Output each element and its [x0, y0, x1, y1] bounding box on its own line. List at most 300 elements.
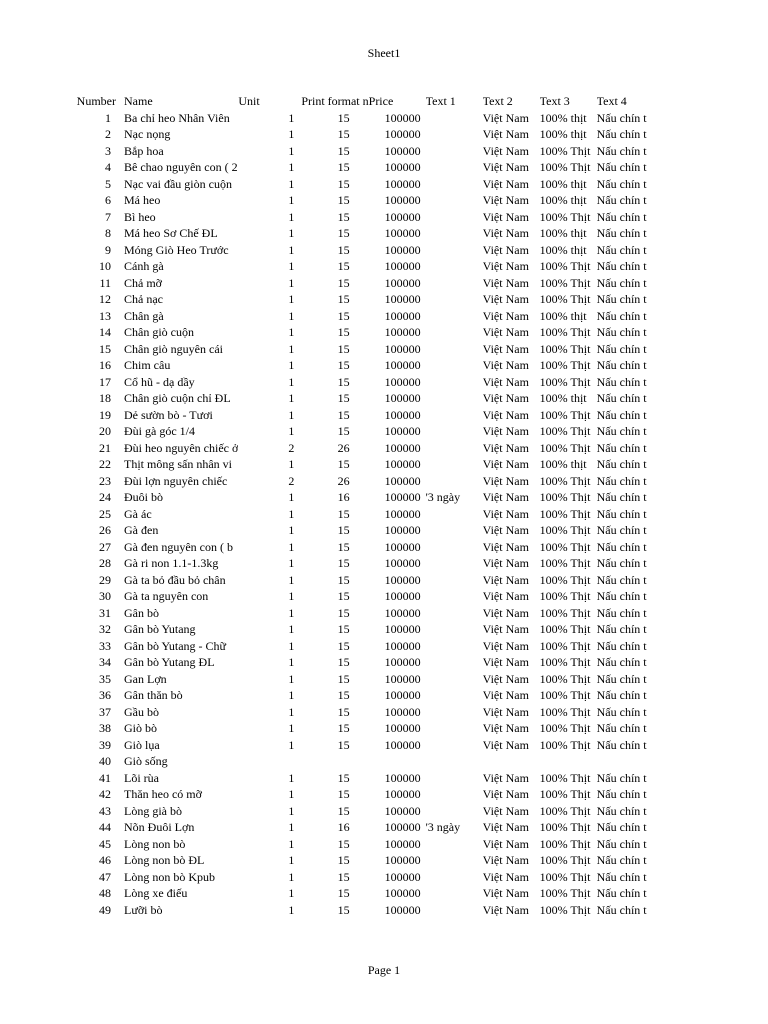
cell-text1 [426, 159, 483, 176]
cell-price: 100000 [384, 242, 421, 257]
cell-print-format [301, 753, 368, 770]
cell-text3: 100% Thịt [539, 275, 591, 290]
cell-number: 6 [105, 193, 111, 207]
table-row [60, 654, 653, 671]
cell-print-format: 15 [337, 523, 350, 537]
cell-unit: 1 [288, 176, 295, 191]
cell-unit: 1 [288, 523, 295, 537]
cell-text4: Nấu chín t [596, 655, 647, 669]
cell-name: Lòng non bò ĐL [124, 853, 205, 867]
cell-text4: Nấu chín t [596, 721, 647, 735]
cell-price: 100000 [384, 523, 421, 537]
cell-name: Dẻ sườn bò - Tươi [124, 407, 213, 422]
table-row [60, 456, 653, 473]
cell-price: 100000 [384, 605, 421, 620]
cell-text2: Việt Nam [482, 127, 529, 141]
cell-unit: 1 [288, 737, 295, 752]
cell-name: Chả mỡ [124, 275, 163, 290]
cell-price: 100000 [384, 308, 421, 323]
cell-text3 [540, 753, 597, 770]
cell-text4: Nấu chín t [596, 572, 647, 587]
cell-text2: Việt Nam [482, 490, 529, 504]
cell-print-format: 15 [337, 127, 350, 141]
cell-price: 100000 [384, 886, 421, 900]
cell-price: 100000 [384, 820, 421, 834]
cell-text3: 100% Thịt [539, 358, 591, 372]
cell-text4: Nấu chín t [596, 259, 647, 273]
cell-name: Chân giò cuộn [124, 325, 194, 339]
cell-name: Giò lụa [124, 737, 160, 752]
cell-text2: Việt Nam [482, 787, 529, 801]
cell-price: 100000 [384, 160, 421, 174]
column-header-name: Name [124, 94, 153, 108]
cell-price: 100000 [384, 391, 421, 405]
cell-text4: Nấu chín t [596, 671, 647, 686]
cell-text3: 100% Thịt [539, 424, 591, 438]
cell-name: Gà đen nguyên con ( b [124, 539, 233, 554]
cell-price: 100000 [384, 341, 421, 356]
cell-text2: Việt Nam [482, 391, 529, 405]
cell-name: Gân bò [124, 605, 159, 620]
cell-text2: Việt Nam [482, 473, 529, 488]
cell-name: Đùi gà góc 1/4 [124, 424, 195, 438]
cell-number: 1 [105, 110, 111, 125]
cell-text1 [426, 275, 483, 292]
cell-text2: Việt Nam [482, 160, 529, 174]
cell-text2: Việt Nam [482, 638, 529, 653]
cell-text4: Nấu chín t [596, 506, 647, 521]
cell-name: Lõi rùa [124, 770, 159, 785]
cell-text2: Việt Nam [482, 605, 529, 620]
cell-text1 [426, 423, 483, 440]
cell-price: 100000 [384, 787, 421, 801]
cell-text1 [426, 836, 483, 853]
cell-unit: 1 [288, 539, 295, 554]
cell-print-format: 15 [337, 556, 350, 570]
cell-name: Đùi lợn nguyên chiếc [124, 473, 228, 488]
cell-price: 100000 [384, 358, 421, 372]
cell-text4: Nấu chín t [596, 110, 647, 125]
cell-unit: 1 [288, 704, 295, 719]
cell-name: Gân thăn bò [124, 688, 183, 702]
cell-text3: 100% Thịt [539, 160, 591, 174]
cell-text1 [426, 687, 483, 704]
cell-text4: Nấu chín t [596, 803, 647, 818]
cell-price: 100000 [384, 473, 421, 488]
cell-unit: 1 [288, 638, 295, 653]
cell-number: 28 [99, 556, 111, 570]
cell-price: 100000 [384, 869, 421, 884]
table-row [60, 341, 653, 358]
table-row [60, 159, 653, 176]
cell-price: 100000 [384, 622, 421, 636]
page-number: Page 1 [367, 963, 401, 977]
cell-text4: Nấu chín t [596, 143, 647, 158]
cell-text1 [426, 654, 483, 671]
cell-text3: 100% thịt [539, 457, 587, 471]
cell-name: Gà ta nguyên con [124, 589, 209, 603]
table-row [60, 374, 653, 391]
cell-number: 2 [105, 127, 111, 141]
cell-text4: Nấu chín t [596, 605, 647, 620]
cell-unit: 1 [288, 374, 295, 389]
cell-name: Má heo Sơ Chế ĐL [124, 226, 218, 240]
cell-text3: 100% Thịt [539, 440, 591, 455]
cell-name: Gan Lợn [124, 671, 167, 686]
cell-unit: 1 [288, 671, 295, 686]
cell-name: Nõn Đuôi Lợn [124, 820, 195, 834]
cell-text2: Việt Nam [482, 820, 529, 834]
cell-text3: 100% thịt [539, 226, 587, 240]
cell-number: 48 [99, 886, 111, 900]
cell-name: Lòng non bò [124, 836, 186, 851]
cell-price: 100000 [384, 143, 421, 158]
cell-text3: 100% Thịt [539, 259, 591, 273]
cell-text2: Việt Nam [482, 902, 529, 917]
cell-text1 [426, 704, 483, 721]
cell-unit: 1 [288, 605, 295, 620]
cell-text2: Việt Nam [482, 572, 529, 587]
cell-text4: Nấu chín t [596, 308, 647, 323]
cell-unit: 1 [288, 886, 295, 900]
cell-text2: Việt Nam [482, 407, 529, 422]
cell-text1: '3 ngày [425, 490, 461, 504]
cell-text1 [426, 258, 483, 275]
cell-print-format: 15 [337, 242, 350, 257]
cell-number: 10 [99, 259, 111, 273]
cell-print-format: 15 [337, 853, 350, 867]
cell-text4: Nấu chín t [596, 688, 647, 702]
cell-text1 [426, 786, 483, 803]
cell-text4: Nấu chín t [596, 820, 647, 834]
cell-text4: Nấu chín t [596, 704, 647, 719]
cell-text1 [426, 390, 483, 407]
cell-unit: 1 [288, 836, 295, 851]
cell-text1 [426, 852, 483, 869]
cell-print-format: 26 [337, 473, 350, 488]
cell-text3: 100% thịt [539, 127, 587, 141]
cell-name: Ba chỉ heo Nhân Viên [124, 110, 230, 125]
cell-text2: Việt Nam [482, 292, 529, 306]
cell-text3: 100% Thịt [539, 688, 591, 702]
cell-print-format: 15 [337, 275, 350, 290]
table-row [60, 737, 653, 754]
cell-price [369, 753, 426, 770]
cell-print-format: 15 [337, 902, 350, 917]
cell-unit: 2 [288, 440, 295, 455]
cell-text4: Nấu chín t [596, 242, 647, 257]
cell-print-format: 15 [337, 688, 350, 702]
cell-print-format: 15 [337, 671, 350, 686]
cell-text2: Việt Nam [482, 523, 529, 537]
cell-unit: 1 [288, 902, 295, 917]
cell-name: Lòng non bò Kpub [124, 869, 215, 884]
cell-price: 100000 [384, 457, 421, 471]
cell-price: 100000 [384, 440, 421, 455]
cell-unit: 1 [288, 572, 295, 587]
cell-name: Cánh gà [124, 259, 164, 273]
cell-price: 100000 [384, 176, 421, 191]
cell-print-format: 15 [337, 391, 350, 405]
cell-print-format: 15 [337, 770, 350, 785]
table-row [60, 473, 653, 490]
cell-print-format: 15 [337, 836, 350, 851]
cell-text3: 100% Thịt [539, 341, 591, 356]
cell-number: 41 [99, 770, 111, 785]
cell-price: 100000 [384, 688, 421, 702]
table-row [60, 242, 653, 259]
cell-text4: Nấu chín t [596, 341, 647, 356]
cell-price: 100000 [384, 836, 421, 851]
cell-text1 [426, 555, 483, 572]
table-row [60, 143, 653, 160]
cell-print-format: 15 [337, 803, 350, 818]
cell-print-format: 15 [337, 572, 350, 587]
cell-print-format: 15 [337, 457, 350, 471]
cell-text2: Việt Nam [482, 671, 529, 686]
cell-text1 [426, 176, 483, 193]
cell-text4: Nấu chín t [596, 737, 647, 752]
cell-text3: 100% Thịt [539, 803, 591, 818]
cell-unit: 1 [288, 209, 295, 224]
cell-number: 18 [99, 391, 111, 405]
cell-text4: Nấu chín t [596, 622, 647, 636]
cell-number: 17 [99, 374, 111, 389]
cell-text3: 100% Thịt [539, 473, 591, 488]
cell-number: 42 [99, 787, 111, 801]
cell-name: Giò sống [124, 754, 168, 768]
cell-text2: Việt Nam [482, 506, 529, 521]
cell-text2: Việt Nam [482, 655, 529, 669]
cell-text3: 100% thịt [539, 242, 587, 257]
cell-number: 24 [99, 490, 111, 504]
cell-number: 23 [99, 473, 111, 488]
table-row [60, 638, 653, 655]
cell-text2: Việt Nam [482, 358, 529, 372]
cell-text2: Việt Nam [482, 308, 529, 323]
cell-price: 100000 [384, 704, 421, 719]
cell-print-format: 15 [337, 160, 350, 174]
cell-text4: Nấu chín t [596, 853, 647, 867]
cell-text3: 100% Thịt [539, 506, 591, 521]
cell-text2: Việt Nam [482, 836, 529, 851]
cell-price: 100000 [384, 325, 421, 339]
cell-text4: Nấu chín t [596, 193, 647, 207]
cell-text1 [426, 869, 483, 886]
cell-text1 [426, 605, 483, 622]
table-row [60, 885, 653, 902]
table-row [60, 753, 653, 770]
cell-number: 21 [99, 440, 111, 455]
cell-print-format: 15 [337, 737, 350, 752]
cell-text1 [426, 803, 483, 820]
column-header-text4: Text 4 [596, 94, 627, 108]
cell-name: Bê chao nguyên con ( 2 [124, 160, 238, 174]
cell-price: 100000 [384, 209, 421, 224]
column-header-unit: Unit [238, 94, 260, 108]
cell-name: Chả nạc [124, 292, 163, 306]
cell-text2: Việt Nam [482, 242, 529, 257]
cell-name: Móng Giò Heo Trước [124, 242, 229, 257]
cell-price: 100000 [384, 374, 421, 389]
cell-text2: Việt Nam [482, 770, 529, 785]
column-header-text1: Text 1 [425, 94, 456, 108]
cell-text3: 100% Thịt [539, 539, 591, 554]
cell-text3: 100% Thịt [539, 374, 591, 389]
cell-text1 [426, 324, 483, 341]
cell-text4: Nấu chín t [596, 209, 647, 224]
cell-print-format: 26 [337, 440, 350, 455]
cell-number: 32 [99, 622, 111, 636]
cell-text1 [426, 539, 483, 556]
cell-unit: 1 [288, 770, 295, 785]
cell-name: Thịt mông sấn nhân vi [124, 457, 232, 471]
cell-text4: Nấu chín t [596, 424, 647, 438]
cell-text3: 100% Thịt [539, 820, 591, 834]
cell-text3: 100% Thịt [539, 572, 591, 587]
table-row [60, 522, 653, 539]
table-row [60, 423, 653, 440]
table-row [60, 539, 653, 556]
table-row [60, 258, 653, 275]
cell-text2: Việt Nam [482, 110, 529, 125]
cell-text4: Nấu chín t [596, 374, 647, 389]
data-table [60, 93, 653, 918]
cell-text3: 100% Thịt [539, 143, 591, 158]
cell-text4: Nấu chín t [596, 176, 647, 191]
cell-text3: 100% Thịt [539, 787, 591, 801]
cell-number: 26 [99, 523, 111, 537]
cell-number: 7 [105, 209, 111, 224]
cell-print-format: 15 [337, 110, 350, 125]
cell-text3: 100% Thịt [539, 490, 591, 504]
cell-unit: 1 [288, 869, 295, 884]
cell-text2: Việt Nam [482, 589, 529, 603]
cell-unit: 1 [288, 655, 295, 669]
cell-number: 47 [99, 869, 111, 884]
table-row [60, 720, 653, 737]
cell-text1 [426, 638, 483, 655]
cell-print-format: 15 [337, 655, 350, 669]
cell-price: 100000 [384, 407, 421, 422]
cell-print-format: 15 [337, 622, 350, 636]
cell-name: Lưỡi bò [124, 902, 163, 917]
cell-number: 49 [99, 902, 111, 917]
cell-text1 [426, 357, 483, 374]
cell-print-format: 15 [337, 209, 350, 224]
cell-text3: 100% Thịt [539, 209, 591, 224]
cell-print-format: 15 [337, 721, 350, 735]
cell-text4 [597, 753, 653, 770]
cell-price: 100000 [384, 193, 421, 207]
table-row [60, 192, 653, 209]
cell-text4: Nấu chín t [596, 325, 647, 339]
cell-name: Nạc vai đầu giòn cuộn [124, 176, 232, 191]
cell-text3: 100% Thịt [539, 770, 591, 785]
cell-name: Chim câu [124, 358, 171, 372]
cell-text1 [426, 126, 483, 143]
cell-print-format: 15 [337, 193, 350, 207]
cell-text1 [426, 572, 483, 589]
cell-unit: 1 [288, 292, 295, 306]
cell-number: 39 [99, 737, 111, 752]
cell-text1 [426, 720, 483, 737]
cell-text1 [426, 242, 483, 259]
cell-price: 100000 [384, 572, 421, 587]
cell-text1 [426, 522, 483, 539]
cell-text2: Việt Nam [482, 737, 529, 752]
cell-print-format: 15 [337, 226, 350, 240]
cell-text3: 100% Thịt [539, 737, 591, 752]
cell-number: 3 [105, 143, 111, 158]
cell-print-format: 15 [337, 358, 350, 372]
cell-text2: Việt Nam [482, 539, 529, 554]
cell-text4: Nấu chín t [596, 473, 647, 488]
cell-text2: Việt Nam [482, 325, 529, 339]
cell-text1 [426, 588, 483, 605]
table-row [60, 440, 653, 457]
cell-text1 [426, 192, 483, 209]
table-row [60, 704, 653, 721]
table-row [60, 275, 653, 292]
cell-text2: Việt Nam [482, 193, 529, 207]
cell-text3: 100% Thịt [539, 655, 591, 669]
cell-unit: 1 [288, 110, 295, 125]
cell-number: 9 [105, 242, 111, 257]
cell-print-format: 15 [337, 424, 350, 438]
cell-text1 [426, 506, 483, 523]
cell-text1 [426, 456, 483, 473]
cell-unit: 1 [288, 226, 295, 240]
cell-text3: 100% thịt [539, 193, 587, 207]
table-row [60, 852, 653, 869]
cell-number: 20 [99, 424, 111, 438]
cell-unit [238, 753, 301, 770]
cell-name: Gà đen [124, 523, 159, 537]
cell-price: 100000 [384, 259, 421, 273]
cell-name: Bắp hoa [124, 143, 164, 158]
cell-number: 19 [99, 407, 111, 422]
cell-print-format: 15 [337, 638, 350, 653]
cell-name: Gà ta bỏ đầu bỏ chân [124, 572, 226, 587]
cell-text4: Nấu chín t [596, 869, 647, 884]
cell-unit: 1 [288, 721, 295, 735]
cell-text1 [426, 407, 483, 424]
cell-number: 30 [99, 589, 111, 603]
cell-print-format: 15 [337, 308, 350, 323]
cell-text2: Việt Nam [482, 622, 529, 636]
cell-price: 100000 [384, 655, 421, 669]
cell-unit: 1 [288, 160, 295, 174]
cell-price: 100000 [384, 292, 421, 306]
cell-price: 100000 [384, 275, 421, 290]
table-row [60, 621, 653, 638]
cell-name: Gà ác [124, 506, 152, 521]
cell-unit: 1 [288, 325, 295, 339]
cell-unit: 1 [288, 622, 295, 636]
table-row [60, 308, 653, 325]
table-row [60, 506, 653, 523]
cell-text4: Nấu chín t [596, 440, 647, 455]
cell-text2: Việt Nam [482, 374, 529, 389]
cell-text1: '3 ngày [425, 820, 461, 834]
cell-text1 [426, 225, 483, 242]
cell-unit: 1 [288, 127, 295, 141]
cell-text3: 100% Thịt [539, 671, 591, 686]
cell-price: 100000 [384, 589, 421, 603]
cell-text4: Nấu chín t [596, 226, 647, 240]
cell-text2: Việt Nam [482, 209, 529, 224]
